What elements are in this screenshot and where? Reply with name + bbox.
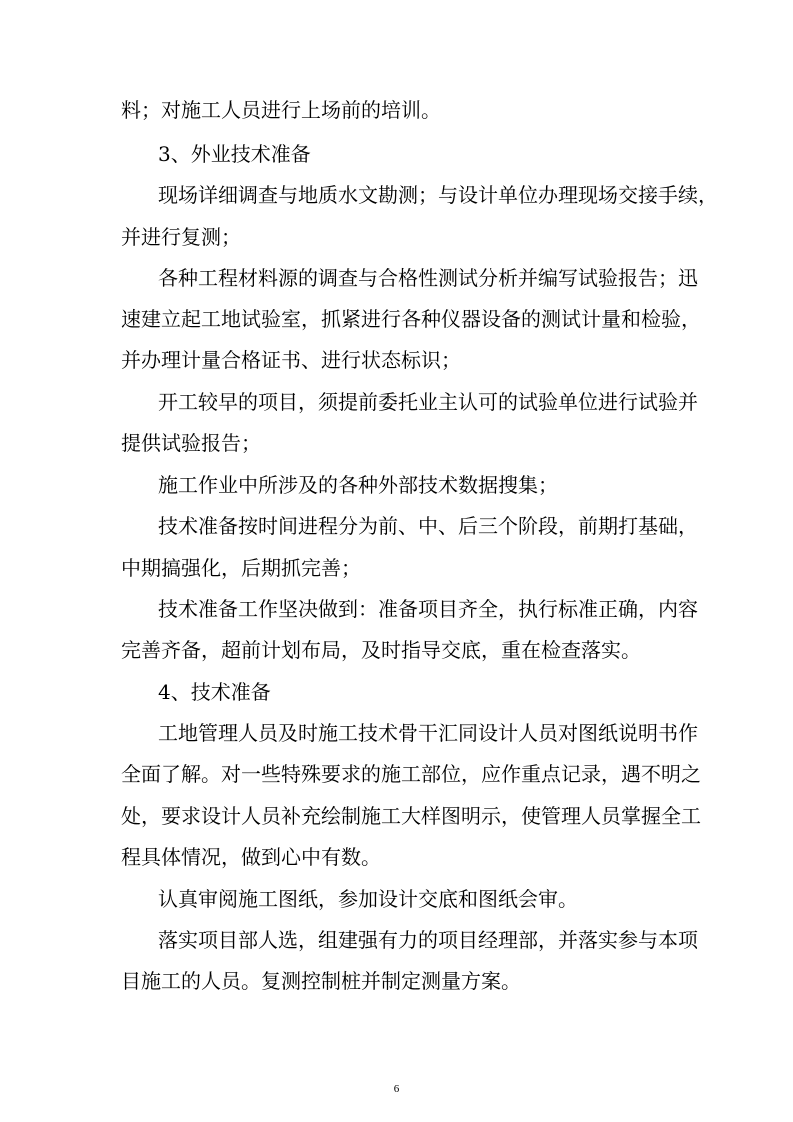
text-line: 认真审阅施工图纸，参加设计交底和图纸会审。 bbox=[158, 887, 578, 911]
text-line: 各种工程材料源的调查与合格性测试分析并编写试验报告；迅 bbox=[158, 266, 698, 290]
text-line: 技术准备按时间进程分为前、中、后三个阶段，前期打基础， bbox=[158, 514, 698, 538]
section-heading: 4、技术准备 bbox=[158, 680, 271, 704]
page-number: 6 bbox=[393, 1083, 400, 1095]
text-line: 处，要求设计人员补充绘制施工大样图明示，使管理人员掌握全工 bbox=[121, 804, 701, 828]
text-line: 完善齐备，超前计划布局，及时指导交底，重在检查落实。 bbox=[121, 638, 641, 662]
text-line: 程具体情况，做到心中有数。 bbox=[121, 845, 381, 869]
text-line: 落实项目部人选，组建强有力的项目经理部，并落实参与本项 bbox=[158, 928, 698, 952]
text-line: 现场详细调查与地质水文勘测；与设计单位办理现场交接手续， bbox=[158, 183, 718, 207]
text-line: 工地管理人员及时施工技术骨干汇同设计人员对图纸说明书作 bbox=[158, 721, 698, 745]
text-line: 速建立起工地试验室，抓紧进行各种仪器设备的测试计量和检验， bbox=[121, 307, 701, 331]
text-line: 目施工的人员。复测控制桩并制定测量方案。 bbox=[121, 969, 521, 993]
text-line: 料；对施工人员进行上场前的培训。 bbox=[121, 98, 441, 122]
text-line: 并进行复测； bbox=[121, 225, 241, 249]
text-line: 开工较早的项目，须提前委托业主认可的试验单位进行试验并 bbox=[158, 390, 698, 414]
text-line: 技术准备工作坚决做到：准备项目齐全，执行标准正确，内容 bbox=[158, 597, 698, 621]
text-line: 并办理计量合格证书、进行状态标识； bbox=[121, 348, 461, 372]
text-line: 中期搞强化，后期抓完善； bbox=[121, 556, 361, 580]
text-line: 全面了解。对一些特殊要求的施工部位，应作重点记录，遇不明之 bbox=[121, 762, 701, 786]
text-line: 施工作业中所涉及的各种外部技术数据搜集； bbox=[158, 473, 558, 497]
text-line: 提供试验报告； bbox=[121, 431, 261, 455]
section-heading: 3、外业技术准备 bbox=[158, 142, 311, 166]
